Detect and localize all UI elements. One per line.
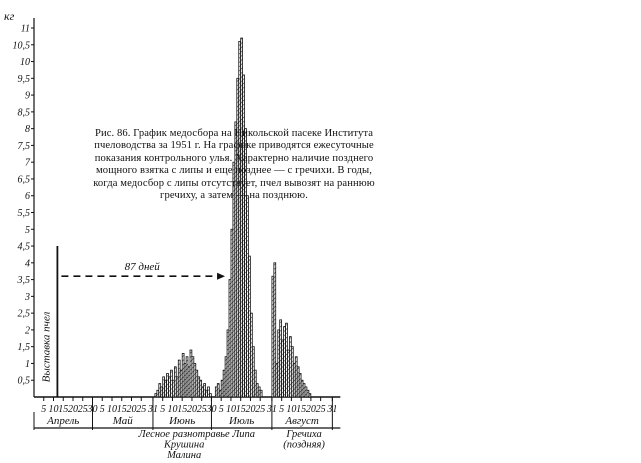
y-tick-label: 10 <box>20 57 30 69</box>
x-tick-label: 10 <box>167 404 178 415</box>
y-tick-label: 7,5 <box>17 140 30 152</box>
y-tick-label: 2 <box>25 325 30 337</box>
y-tick-label: 1,5 <box>17 342 30 354</box>
y-tick-label: 5,5 <box>17 208 30 219</box>
y-tick-label: 8,5 <box>17 107 30 119</box>
y-tick-label: 0,5 <box>17 375 30 387</box>
x-tick-label: 5 <box>41 404 47 415</box>
x-tick-label: 5 <box>218 404 224 415</box>
x-tick-label: 31 <box>327 404 338 415</box>
source-label: Липа <box>232 429 256 440</box>
y-tick-label: 7 <box>25 157 30 169</box>
interval-arrow-head <box>217 273 225 280</box>
y-tick-label: 4,5 <box>17 241 30 253</box>
month-label: Август <box>285 415 319 427</box>
x-tick-label: 30 <box>206 404 217 415</box>
y-tick-label: 6,5 <box>17 174 30 186</box>
x-tick-label: 20 <box>126 404 137 415</box>
month-label: Май <box>112 415 133 427</box>
bar <box>260 390 262 397</box>
x-tick-label: 20 <box>186 404 197 415</box>
x-tick-label: 15 <box>235 404 246 415</box>
y-axis-label: кг <box>4 9 15 23</box>
month-label: Июнь <box>169 415 196 427</box>
x-tick-label: 20 <box>245 404 256 415</box>
figure-caption: Рис. 86. График медосбора на Никольской пасеке Института пчеловодства за 1951 г. На графике приводятся ежесуточные показания контрольного улья. Характерно наличие позднего мощного взятка с липы и еще позднее — с гречихи. В годы, когда медосбор с липы отсутствует, пчел вывозят на раннюю гречиху, а затем — на позднюю. <box>93 128 375 202</box>
x-tick-label: 15 <box>177 404 188 415</box>
y-tick-label: 3 <box>25 291 30 303</box>
y-tick-label: 5 <box>25 224 30 236</box>
x-tick-label: 25 <box>196 404 207 415</box>
x-tick-label: 10 <box>48 404 59 415</box>
x-tick-label: 5 <box>99 404 105 415</box>
y-tick-label: 4 <box>25 258 30 270</box>
y-tick-label: 2,5 <box>17 308 30 320</box>
source-label: (поздняя) <box>283 439 325 451</box>
y-tick-label: 8 <box>25 124 30 136</box>
x-tick-label: 31 <box>147 404 158 415</box>
y-tick-label: 1 <box>25 358 30 370</box>
interval-label: 87 дней <box>124 261 160 274</box>
x-tick-label: 15 <box>296 404 307 415</box>
x-tick-label: 30 <box>87 404 98 415</box>
month-label: Июль <box>229 415 255 427</box>
x-tick-label: 5 <box>160 404 166 415</box>
x-tick-label: 5 <box>279 404 285 415</box>
source-label: Гречиха <box>286 429 322 440</box>
x-tick-label: 15 <box>58 404 69 415</box>
y-tick-label: 11 <box>20 23 30 35</box>
y-tick-label: 9 <box>25 90 30 102</box>
month-label: Апрель <box>47 415 80 427</box>
x-tick-label: 25 <box>77 404 88 415</box>
x-tick-label: 10 <box>225 404 236 415</box>
x-tick-label: 25 <box>315 404 326 415</box>
x-tick-label: 20 <box>68 404 78 415</box>
x-tick-label: 10 <box>107 404 117 415</box>
bar <box>210 394 212 397</box>
x-tick-label: 25 <box>255 404 266 415</box>
y-tick-label: 9,5 <box>17 73 30 85</box>
x-tick-label: 25 <box>136 404 147 415</box>
x-tick-label: 31 <box>266 404 277 415</box>
source-label: Малина <box>167 450 202 461</box>
x-tick-label: 15 <box>116 404 127 415</box>
source-label: Лесное разнотравье <box>138 429 230 440</box>
y-tick-label: 10,5 <box>12 40 30 52</box>
source-label: Крушина <box>163 439 205 451</box>
bars <box>155 38 311 397</box>
bar <box>309 394 311 397</box>
y-tick-label: 6 <box>25 191 30 203</box>
x-tick-label: 10 <box>286 404 297 415</box>
y-tick-label: 3,5 <box>17 275 30 287</box>
x-tick-label: 20 <box>305 404 316 415</box>
placement-label: Выставка пчел <box>40 311 53 383</box>
